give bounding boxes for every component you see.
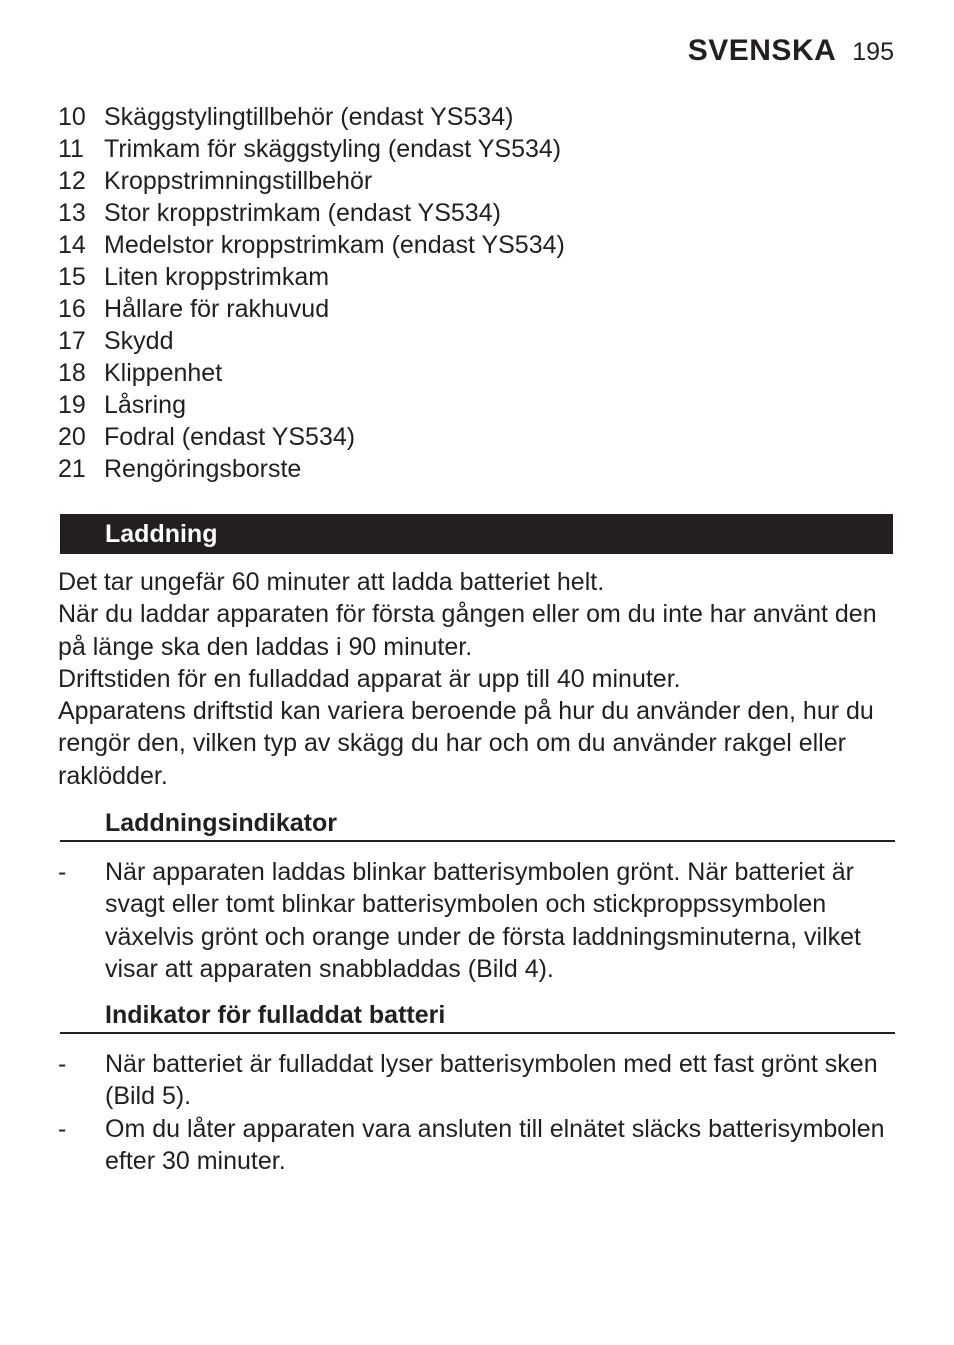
- list-item: [58, 453, 898, 485]
- item-text: Trimkam för skäggstyling (endast YS534): [104, 135, 562, 163]
- item-number: 10: [58, 103, 86, 131]
- charging-indicator-bullets: [58, 856, 898, 985]
- paragraph-line: Det tar ungefär 60 minuter att ladda batteriet helt.: [58, 568, 605, 596]
- item-text: Fodral (endast YS534): [104, 423, 356, 451]
- item-text: Stor kroppstrimkam (endast YS534): [104, 199, 501, 227]
- bullet-dash: -: [58, 858, 67, 886]
- list-item: [58, 197, 898, 229]
- paragraph-line: Driftstiden för en fulladdad apparat är upp till 40 minuter.: [58, 664, 681, 693]
- item-text: Skydd: [104, 327, 174, 355]
- full-battery-bullets: [58, 1048, 898, 1177]
- subheading-charging-indicator: Laddningsindikator: [60, 806, 895, 842]
- item-number: 17: [58, 327, 86, 355]
- language-label: SVENSKA: [687, 34, 837, 67]
- item-number: 12: [58, 167, 86, 195]
- item-number: 20: [58, 423, 86, 451]
- item-number: 13: [58, 199, 86, 227]
- list-item: [58, 293, 898, 325]
- bullet-item: [58, 1048, 898, 1113]
- list-item: [58, 357, 898, 389]
- list-item: [58, 133, 898, 165]
- bullet-text: Om du låter apparaten vara ansluten till elnätet släcks batterisymbolen efter 30 minuter.: [105, 1114, 885, 1175]
- bullet-dash: -: [58, 1050, 67, 1078]
- bullet-dash: -: [58, 1114, 67, 1143]
- parts-list: [58, 101, 898, 485]
- item-number: 18: [58, 359, 86, 387]
- paragraph-line: Apparatens driftstid kan variera beroende på hur du använder den, hur du rengör den, vilken typ av skägg du har och om du använder rakgel eller raklödder.: [58, 697, 874, 790]
- bullet-text: När apparaten laddas blinkar batterisymbolen grönt. När batteriet är svagt eller tomt blinkar batterisymbolen och stickproppssymbolen växelvis grönt och orange under de första laddningsminuterna, vilket visar att apparaten snabbladdas (Bild 4).: [105, 858, 861, 983]
- item-number: 16: [58, 295, 86, 323]
- charging-paragraph: [58, 566, 898, 792]
- bullet-text: När batteriet är fulladdat lyser batterisymbolen med ett fast grönt sken (Bild 5).: [105, 1050, 878, 1111]
- list-item: [58, 421, 898, 453]
- list-item: [58, 325, 898, 357]
- page-header: [688, 34, 894, 68]
- item-number: 19: [58, 391, 86, 419]
- item-text: Hållare för rakhuvud: [104, 295, 330, 323]
- list-item: [58, 165, 898, 197]
- list-item: [58, 101, 898, 133]
- list-item: [58, 261, 898, 293]
- subheading-full-battery-indicator: Indikator för fulladdat batteri: [60, 998, 895, 1034]
- item-text: Skäggstylingtillbehör (endast YS534): [104, 103, 514, 131]
- bullet-item: [58, 856, 898, 985]
- paragraph-line: När du laddar apparaten för första gången eller om du inte har använt den på länge ska den laddas i 90 minuter.: [58, 600, 877, 661]
- item-text: Liten kroppstrimkam: [104, 263, 330, 291]
- section-heading-charging: Laddning: [60, 514, 893, 554]
- item-text: Kroppstrimningstillbehör: [104, 167, 373, 195]
- list-item: [58, 389, 898, 421]
- page-number: 195: [852, 38, 894, 66]
- list-item: [58, 229, 898, 261]
- item-text: Klippenhet: [104, 359, 223, 387]
- item-number: 15: [58, 263, 86, 291]
- item-text: Rengöringsborste: [104, 455, 302, 483]
- item-text: Låsring: [104, 391, 186, 419]
- bullet-item: [58, 1113, 898, 1178]
- item-number: 21: [58, 455, 86, 483]
- item-number: 11: [58, 135, 84, 163]
- item-text: Medelstor kroppstrimkam (endast YS534): [104, 231, 565, 259]
- item-number: 14: [58, 231, 86, 259]
